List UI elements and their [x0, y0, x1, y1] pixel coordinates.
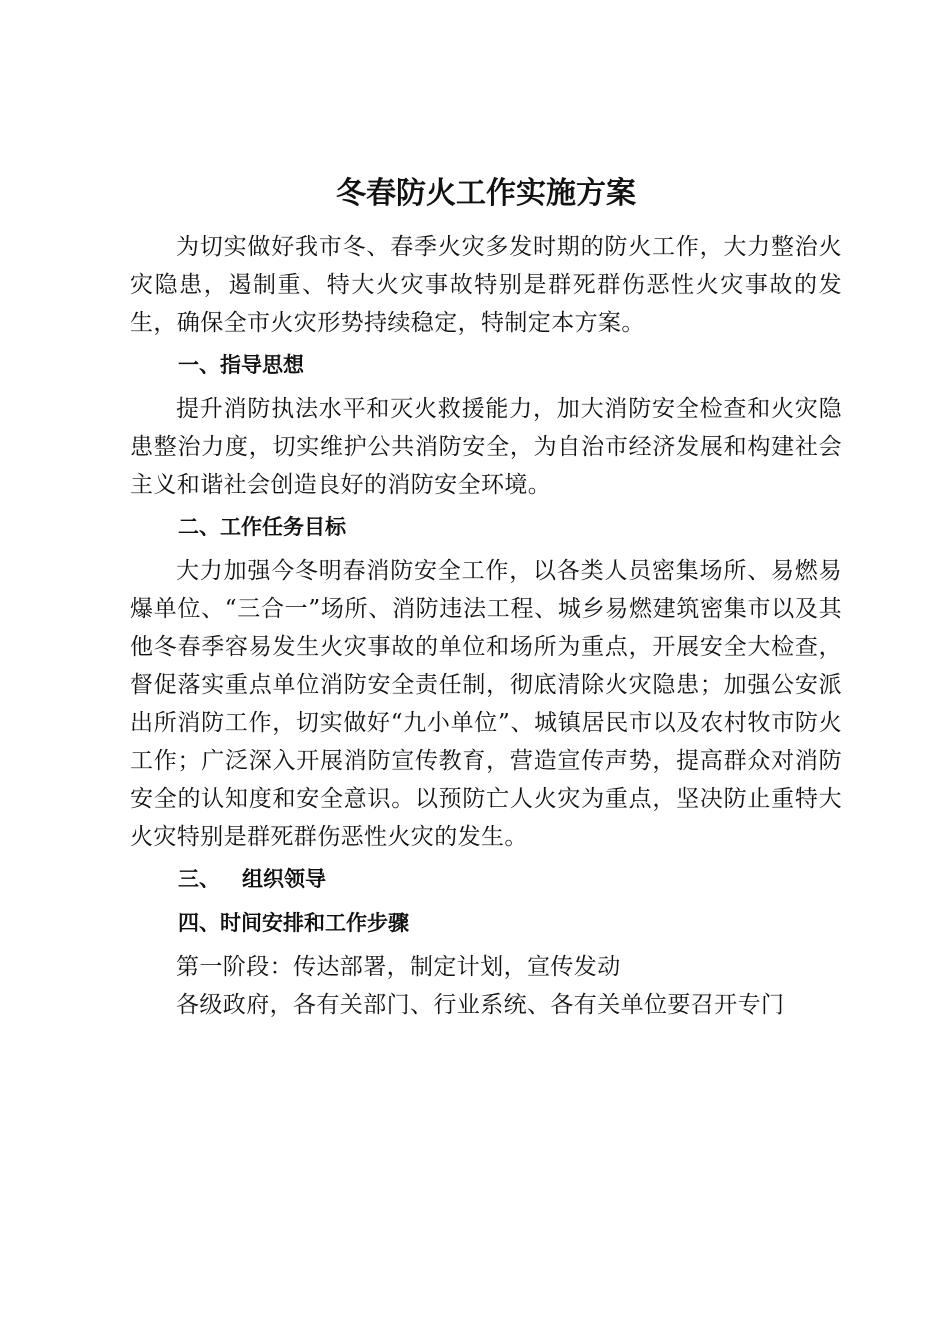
section-heading-work-targets: 二、工作任务目标 [178, 515, 346, 539]
section-heading-organization [130, 860, 842, 898]
section-body-work-targets: 大力加强今冬明春消防安全工作，以各类人员密集场所、易燃易爆单位、“三合一”场所、消防违法工程、城乡易燃建筑密集市以及其他冬春季容易发生火灾事故的单位和场所为重点，开展安全大检查，督促落实重点单位消防安全责任制，彻底清除火灾隐患；加强公安派出所消防工作，切实做好“九小单位”、城镇居民市以及农村牧市防火工作；广泛深入开展消防宣传教育，营造宣传声势，提高群众对消防安全的认知度和安全意识。以预防亡人火灾为重点，坚决防止重特大火灾特别是群死群伤恶性火灾的发生。 [130, 558, 842, 850]
document-content [130, 170, 842, 1024]
document-title: 冬春防火工作实施方案 [336, 176, 636, 211]
section-heading-schedule: 四、时间安排和工作步骤 [178, 911, 409, 935]
schedule-stage-one: 第一阶段：传达部署，制定计划，宣传发动 [176, 954, 621, 980]
section-heading-guiding-ideology: 一、指导思想 [178, 353, 304, 377]
section-body-guiding-ideology: 提升消防执法水平和灭火救援能力，加大消防安全检查和火灾隐患整治力度，切实维护公共消防安全，为自治市经济发展和构建社会主义和谐社会创造良好的消防安全环境。 [130, 396, 842, 498]
schedule-body: 各级政府，各有关部门、行业系统、各有关单位要召开专门 [176, 992, 785, 1018]
intro-paragraph: 为切实做好我市冬、春季火灾多发时期的防火工作，大力整治火灾隐患，遏制重、特大火灾事故特别是群死群伤恶性火灾事故的发生，确保全市火灾形势持续稳定，特制定本方案。 [130, 234, 842, 336]
section-heading-text: 组织领导 [242, 867, 326, 891]
section-heading-number: 三、 [178, 867, 220, 891]
